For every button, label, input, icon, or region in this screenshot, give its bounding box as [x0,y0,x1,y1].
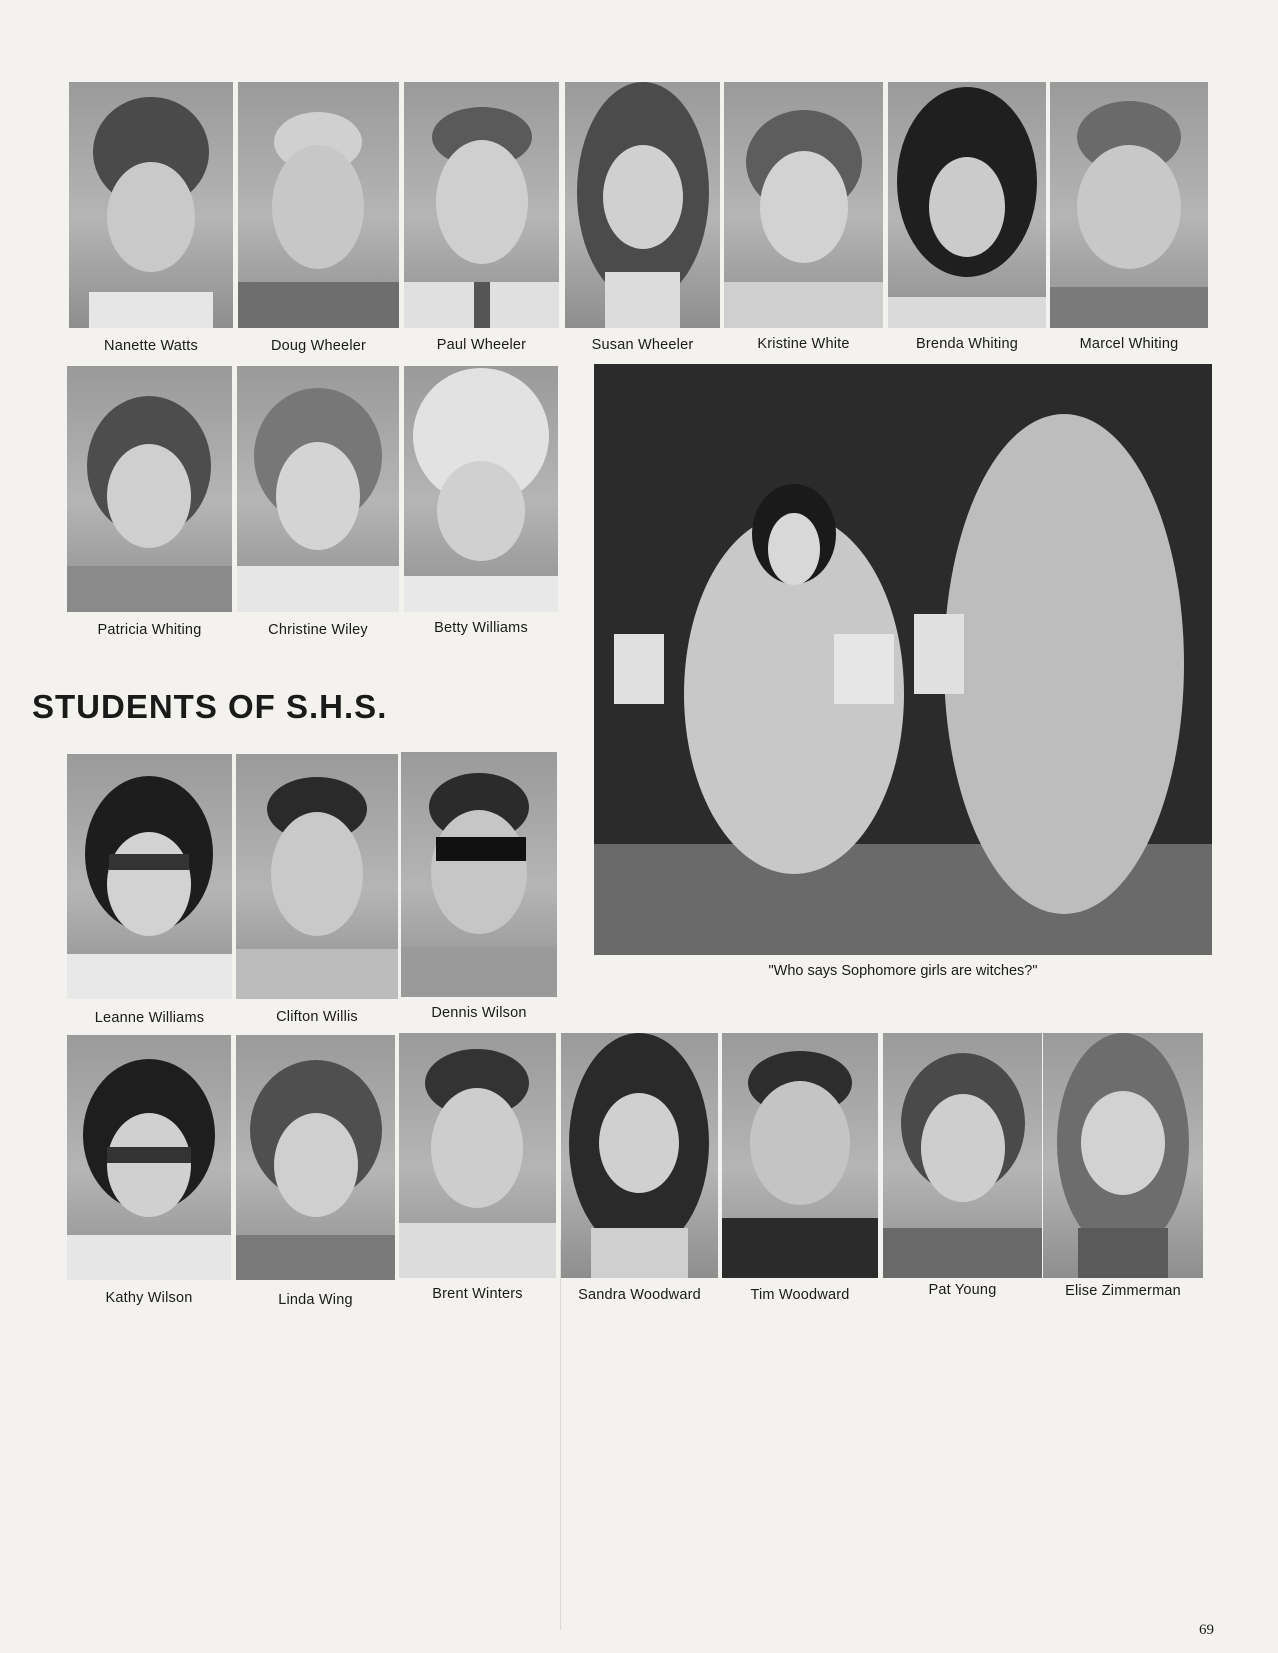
portrait-photo [1043,1033,1203,1278]
page-fold-line [560,1240,561,1630]
portrait-photo [237,366,399,612]
portrait-photo [724,82,883,328]
portrait-photo [67,754,232,999]
student-name: Dennis Wilson [431,1005,527,1021]
photo-caption: "Who says Sophomore girls are witches?" [768,963,1038,979]
student-name: Kathy Wilson [105,1290,193,1306]
portrait-photo [722,1033,878,1278]
portrait-photo [888,82,1046,328]
student-name: Doug Wheeler [270,338,367,354]
portrait-photo [1050,82,1208,328]
portrait-photo [565,82,720,328]
portrait-photo [561,1033,718,1278]
portrait-photo [69,82,233,328]
student-name: Patricia Whiting [97,622,202,638]
portrait-photo [238,82,399,328]
portrait-photo [236,754,398,999]
student-name: Tim Woodward [750,1287,850,1303]
student-name: Clifton Willis [276,1009,358,1025]
portrait-photo [236,1035,395,1280]
student-name: Kristine White [757,336,850,352]
portrait-photo [404,82,559,328]
student-name: Elise Zimmerman [1065,1283,1181,1299]
student-name: Marcel Whiting [1079,336,1179,352]
student-name: Sandra Woodward [578,1287,701,1303]
student-name: Linda Wing [278,1292,353,1308]
student-name: Leanne Williams [94,1010,205,1026]
student-name: Susan Wheeler [591,337,694,353]
portrait-photo [399,1033,556,1278]
student-name: Christine Wiley [268,622,368,638]
student-name: Brent Winters [432,1286,523,1302]
student-name: Betty Williams [434,620,528,636]
portrait-photo [67,1035,231,1280]
student-name: Pat Young [928,1282,997,1298]
student-name: Paul Wheeler [436,337,527,353]
feature-photo [594,364,1212,955]
student-name: Brenda Whiting [916,336,1018,352]
portrait-photo [883,1033,1042,1278]
portrait-photo [401,752,557,997]
page-number: 69 [1199,1622,1214,1638]
page-heading: STUDENTS OF S.H.S. [32,688,388,725]
student-name: Nanette Watts [104,338,198,354]
portrait-photo [67,366,232,612]
portrait-photo [404,366,558,612]
